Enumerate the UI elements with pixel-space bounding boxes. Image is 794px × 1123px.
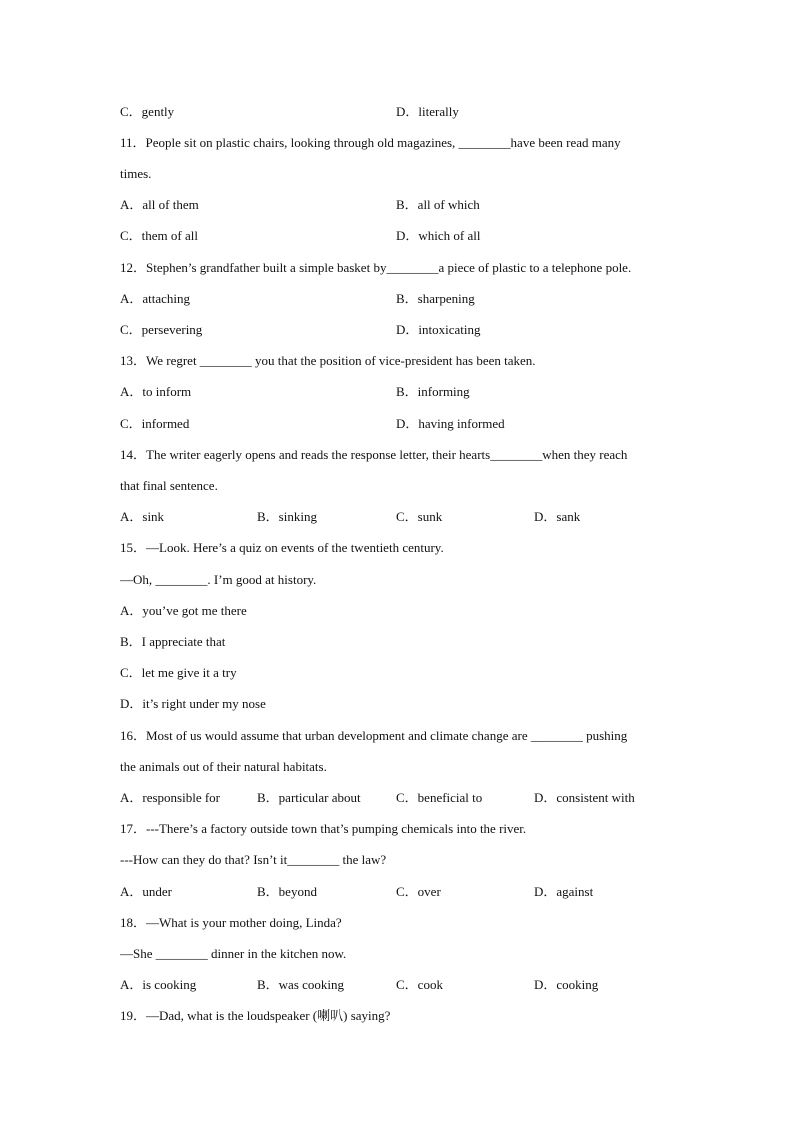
q17-option-b: B．beyond <box>257 884 317 899</box>
q13-option-b: B．informing <box>396 384 470 399</box>
q10-options-row-2 <box>120 102 680 122</box>
q16-options-row <box>120 788 680 808</box>
q11-stem: 11．People sit on plastic chairs, looking through old magazines, ________have been read many <box>120 135 621 150</box>
q12-option-d: D．intoxicating <box>396 322 481 337</box>
q12-option-a: A．attaching <box>120 291 191 306</box>
q15-option-a: A．you’ve got me there <box>120 603 247 618</box>
q13-options-row-2 <box>120 414 680 434</box>
q15-stem-cont: —Oh, ________. I’m good at history. <box>120 572 317 587</box>
q11-option-d: D．which of all <box>396 228 481 243</box>
q10-option-d: D．literally <box>396 104 459 119</box>
q18-stem: 18．—What is your mother doing, Linda? <box>120 915 342 930</box>
q13-option-d: D．having informed <box>396 416 505 431</box>
q14-option-b: B．sinking <box>257 509 317 524</box>
q14-option-c: C．sunk <box>396 509 443 524</box>
q11-options-row-2 <box>120 226 680 246</box>
q17-option-d: D．against <box>534 884 594 899</box>
q16-option-c: C．beneficial to <box>396 790 483 805</box>
q15-option-d: D．it’s right under my nose <box>120 696 266 711</box>
q12-options-row-1 <box>120 289 680 309</box>
q12-options-row-2 <box>120 320 680 340</box>
q11-option-a: A．all of them <box>120 197 199 212</box>
q18-stem-cont: —She ________ dinner in the kitchen now. <box>120 946 347 961</box>
q13-stem: 13．We regret ________ you that the position of vice-president has been taken. <box>120 353 536 368</box>
q17-stem: 17．---There’s a factory outside town that’s pumping chemicals into the river. <box>120 821 527 836</box>
q14-stem-cont: that final sentence. <box>120 478 218 493</box>
q14-option-a: A．sink <box>120 509 165 524</box>
q11-stem-cont: times. <box>120 166 152 181</box>
q18-option-c: C．cook <box>396 977 443 992</box>
q17-options-row <box>120 882 680 902</box>
q17-option-c: C．over <box>396 884 441 899</box>
q12-option-c: C．persevering <box>120 322 203 337</box>
q18-option-a: A．is cooking <box>120 977 197 992</box>
q15-option-b: B．I appreciate that <box>120 634 226 649</box>
q19-stem: 19．—Dad, what is the loudspeaker (喇叭) saying? <box>120 1008 391 1023</box>
q11-options-row-1 <box>120 195 680 215</box>
q13-option-a: A．to inform <box>120 384 192 399</box>
q15-option-c: C．let me give it a try <box>120 665 237 680</box>
q13-options-row-1 <box>120 382 680 402</box>
q16-stem-cont: the animals out of their natural habitats. <box>120 759 327 774</box>
q15-stem: 15．—Look. Here’s a quiz on events of the twentieth century. <box>120 540 444 555</box>
q18-options-row <box>120 975 680 995</box>
q10-option-c: C．gently <box>120 104 175 119</box>
q11-option-b: B．all of which <box>396 197 480 212</box>
q16-stem: 16．Most of us would assume that urban development and climate change are ________ pushing <box>120 728 628 743</box>
q12-option-b: B．sharpening <box>396 291 475 306</box>
q13-option-c: C．informed <box>120 416 190 431</box>
q16-option-d: D．consistent with <box>534 790 635 805</box>
q16-option-a: A．responsible for <box>120 790 221 805</box>
q17-stem-cont: ---How can they do that? Isn’t it________ the law? <box>120 852 387 867</box>
q14-stem: 14．The writer eagerly opens and reads the response letter, their hearts________when they reach <box>120 447 628 462</box>
q17-option-a: A．under <box>120 884 172 899</box>
q11-option-c: C．them of all <box>120 228 198 243</box>
q14-options-row <box>120 507 680 527</box>
q14-option-d: D．sank <box>534 509 581 524</box>
q18-option-d: D．cooking <box>534 977 599 992</box>
q12-stem: 12．Stephen’s grandfather built a simple basket by________a piece of plastic to a telephone pole. <box>120 260 632 275</box>
q18-option-b: B．was cooking <box>257 977 345 992</box>
q16-option-b: B．particular about <box>257 790 361 805</box>
